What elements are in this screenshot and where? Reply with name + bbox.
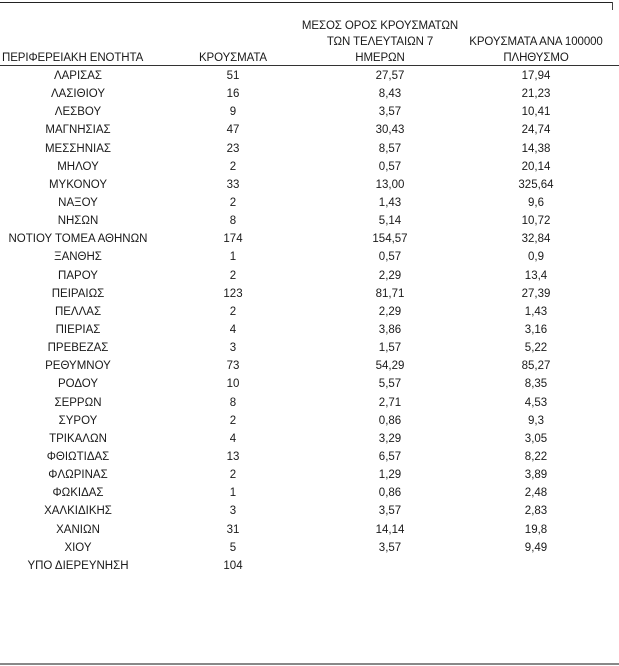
table-row [0, 248, 619, 266]
cell-region: ΛΑΣΙΘΙΟΥ [50, 88, 106, 101]
header-separator-line [0, 65, 619, 66]
cell-cases-per-100k: 10,41 [521, 106, 551, 119]
cell-cases-per-100k: 17,94 [521, 70, 551, 82]
cell-cases: 3 [229, 342, 237, 355]
cell-cases: 16 [226, 88, 240, 101]
cell-cases: 31 [226, 523, 240, 536]
table-row [0, 375, 619, 393]
cell-region: ΛΑΡΙΣΑΣ [53, 70, 103, 82]
table-row [0, 103, 619, 121]
header-avg-line-1: ΜΕΣΟΣ ΟΡΟΣ ΚΡΟΥΣΜΑΤΩΝ [301, 20, 459, 32]
cell-region: ΠΡΕΒΕΖΑΣ [47, 342, 109, 355]
cell-cases: 174 [223, 233, 243, 246]
table-row [0, 412, 619, 430]
cell-region: ΦΩΚΙΔΑΣ [52, 487, 104, 500]
cell-region: ΠΕΛΛΑΣ [54, 305, 102, 318]
table-row [0, 448, 619, 466]
cell-cases-per-100k: 14,38 [521, 142, 551, 155]
table-row [0, 357, 619, 375]
header-avg-line-3: ΗΜΕΡΩΝ [355, 52, 405, 64]
cell-avg-7-days: 3,57 [378, 106, 402, 119]
cell-avg-7-days: 1,43 [378, 196, 402, 209]
cell-cases: 8 [229, 396, 237, 409]
cell-region: ΝΗΣΩΝ [57, 215, 99, 228]
cell-cases-per-100k: 24,74 [521, 124, 551, 137]
cell-avg-7-days: 30,43 [375, 124, 405, 137]
header-cases-per-100k [456, 34, 616, 66]
cell-avg-7-days: 0,86 [378, 487, 402, 500]
cell-cases: 104 [223, 559, 243, 572]
cell-cases-per-100k: 20,14 [521, 160, 551, 173]
table-row [0, 321, 619, 339]
top-border-line [0, 2, 613, 3]
table-row [0, 430, 619, 448]
cell-avg-7-days: 5,57 [378, 378, 402, 391]
cell-avg-7-days: 8,57 [378, 142, 402, 155]
cell-cases-per-100k: 9,3 [528, 414, 544, 427]
header-per100k-line-1: ΚΡΟΥΣΜΑΤΑ ΑΝΑ 100000 [469, 36, 603, 48]
cell-region: ΥΠΟ ΔΙΕΡΕΥΝΗΣΗ [27, 559, 129, 572]
header-per100k-line-2: ΠΛΗΘΥΣΜΟ [503, 52, 569, 64]
cell-avg-7-days: 1,57 [378, 342, 402, 355]
table-row [0, 484, 619, 502]
cell-region: ΜΕΣΣΗΝΙΑΣ [44, 142, 112, 155]
cell-cases: 33 [226, 178, 240, 191]
cell-cases-per-100k: 8,22 [524, 450, 548, 463]
cell-cases: 2 [229, 469, 237, 482]
cell-cases: 2 [229, 269, 237, 282]
table-row [0, 230, 619, 248]
cell-avg-7-days: 154,57 [372, 233, 408, 246]
table-row [0, 502, 619, 520]
cell-cases-per-100k: 2,83 [524, 505, 548, 518]
cell-region: ΞΑΝΘΗΣ [54, 251, 102, 264]
header-region [2, 50, 152, 66]
cell-cases-per-100k: 21,23 [521, 88, 551, 101]
cell-avg-7-days: 6,57 [378, 450, 402, 463]
cell-region: ΜΥΚΟΝΟΥ [48, 178, 108, 191]
table-row [0, 267, 619, 285]
cell-cases: 123 [223, 287, 243, 300]
table-body [0, 67, 619, 575]
table-row [0, 176, 619, 194]
cell-region: ΠΕΙΡΑΙΩΣ [51, 287, 105, 300]
table-row [0, 539, 619, 557]
table-row [0, 158, 619, 176]
cell-cases: 5 [229, 541, 237, 554]
cell-region: ΦΛΩΡΙΝΑΣ [48, 469, 108, 482]
cell-cases-per-100k: 4,53 [524, 396, 548, 409]
cell-cases: 2 [229, 196, 237, 209]
cell-avg-7-days: 13,00 [375, 178, 405, 191]
cell-cases-per-100k: 3,89 [524, 469, 548, 482]
cell-cases: 23 [226, 142, 240, 155]
cell-cases-per-100k: 8,35 [524, 378, 548, 391]
table-row [0, 85, 619, 103]
header-avg-line-2: ΤΩΝ ΤΕΛΕΥΤΑΙΩΝ 7 [326, 36, 434, 48]
cell-avg-7-days: 5,14 [378, 215, 402, 228]
cell-avg-7-days: 3,57 [378, 505, 402, 518]
cell-cases-per-100k: 32,84 [521, 233, 551, 246]
top-right-border-edge [612, 2, 613, 10]
cell-avg-7-days: 54,29 [375, 360, 405, 373]
cell-cases-per-100k: 85,27 [521, 360, 551, 373]
cell-avg-7-days: 27,57 [375, 70, 405, 82]
table-row [0, 521, 619, 539]
cell-region: ΧΑΝΙΩΝ [56, 523, 100, 536]
table-row [0, 557, 619, 575]
cell-cases: 3 [229, 505, 237, 518]
cell-avg-7-days: 0,86 [378, 414, 402, 427]
cell-cases-per-100k: 325,64 [518, 178, 554, 191]
cell-region: ΧΙΟΥ [64, 541, 92, 554]
cell-cases-per-100k: 3,05 [524, 432, 548, 445]
table-row [0, 140, 619, 158]
table-row [0, 212, 619, 230]
cell-avg-7-days: 2,29 [378, 269, 402, 282]
header-avg-7-days [290, 18, 470, 66]
cell-region: ΦΘΙΩΤΙΔΑΣ [46, 450, 110, 463]
cell-cases-per-100k: 5,22 [524, 342, 548, 355]
table-row [0, 194, 619, 212]
cell-cases-per-100k: 9,6 [528, 196, 544, 209]
table-row [0, 394, 619, 412]
table-row [0, 303, 619, 321]
cell-cases-per-100k: 27,39 [521, 287, 551, 300]
cell-cases: 73 [226, 360, 240, 373]
cell-cases-per-100k: 0,9 [528, 251, 544, 264]
cell-region: ΝΑΞΟΥ [58, 196, 98, 209]
cell-cases: 47 [226, 124, 240, 137]
table-row [0, 466, 619, 484]
table-row [0, 67, 619, 85]
cell-avg-7-days: 0,57 [378, 160, 402, 173]
cell-region: ΠΙΕΡΙΑΣ [55, 323, 101, 336]
header-cases-line: ΚΡΟΥΣΜΑΤΑ [198, 52, 268, 64]
cell-region: ΝΟΤΙΟΥ ΤΟΜΕΑ ΑΘΗΝΩΝ [8, 233, 148, 246]
table-row [0, 285, 619, 303]
cell-cases: 4 [229, 323, 237, 336]
cell-cases: 10 [226, 378, 240, 391]
cell-region: ΜΗΛΟΥ [57, 160, 99, 173]
cell-cases: 13 [226, 450, 240, 463]
cell-cases: 2 [229, 414, 237, 427]
cell-avg-7-days: 81,71 [375, 287, 405, 300]
cell-avg-7-days: 1,29 [378, 469, 402, 482]
cell-cases: 2 [229, 305, 237, 318]
cell-region: ΜΑΓΝΗΣΙΑΣ [45, 124, 111, 137]
cell-cases: 9 [229, 106, 237, 119]
cell-avg-7-days: 3,57 [378, 541, 402, 554]
cell-region: ΧΑΛΚΙΔΙΚΗΣ [44, 505, 112, 518]
cell-cases-per-100k: 1,43 [524, 305, 548, 318]
cell-avg-7-days: 14,14 [375, 523, 405, 536]
table-row [0, 121, 619, 139]
cell-cases-per-100k: 2,48 [524, 487, 548, 500]
table-row [0, 339, 619, 357]
cell-region: ΣΕΡΡΩΝ [54, 396, 102, 409]
cell-region: ΤΡΙΚΑΛΩΝ [49, 432, 107, 445]
cell-cases: 1 [229, 487, 237, 500]
cell-avg-7-days: 2,71 [378, 396, 402, 409]
cell-cases-per-100k: 3,16 [524, 323, 548, 336]
cell-cases: 51 [226, 70, 240, 82]
cell-cases: 1 [229, 251, 237, 264]
cell-region: ΠΑΡΟΥ [58, 269, 98, 282]
cell-cases-per-100k: 10,72 [521, 215, 551, 228]
cell-avg-7-days: 3,86 [378, 323, 402, 336]
cell-cases-per-100k: 9,49 [524, 541, 548, 554]
cell-region: ΡΕΘΥΜΝΟΥ [45, 360, 111, 373]
header-region-line: ΠΕΡΙΦΕΡΕΙΑΚΗ ΕΝΟΤΗΤΑ [2, 52, 144, 64]
cell-cases: 4 [229, 432, 237, 445]
bottom-border-line [0, 663, 619, 665]
cell-cases-per-100k: 13,4 [524, 269, 548, 282]
cell-avg-7-days: 3,29 [378, 432, 402, 445]
cell-avg-7-days: 0,57 [378, 251, 402, 264]
cell-cases: 8 [229, 215, 237, 228]
cell-region: ΡΟΔΟΥ [57, 378, 99, 391]
cell-region: ΛΕΣΒΟΥ [54, 106, 102, 119]
cell-cases-per-100k: 19,8 [524, 523, 548, 536]
cell-region: ΣΥΡΟΥ [58, 414, 98, 427]
cell-cases: 2 [229, 160, 237, 173]
cell-avg-7-days: 8,43 [378, 88, 402, 101]
cell-avg-7-days: 2,29 [378, 305, 402, 318]
header-cases [193, 50, 273, 66]
